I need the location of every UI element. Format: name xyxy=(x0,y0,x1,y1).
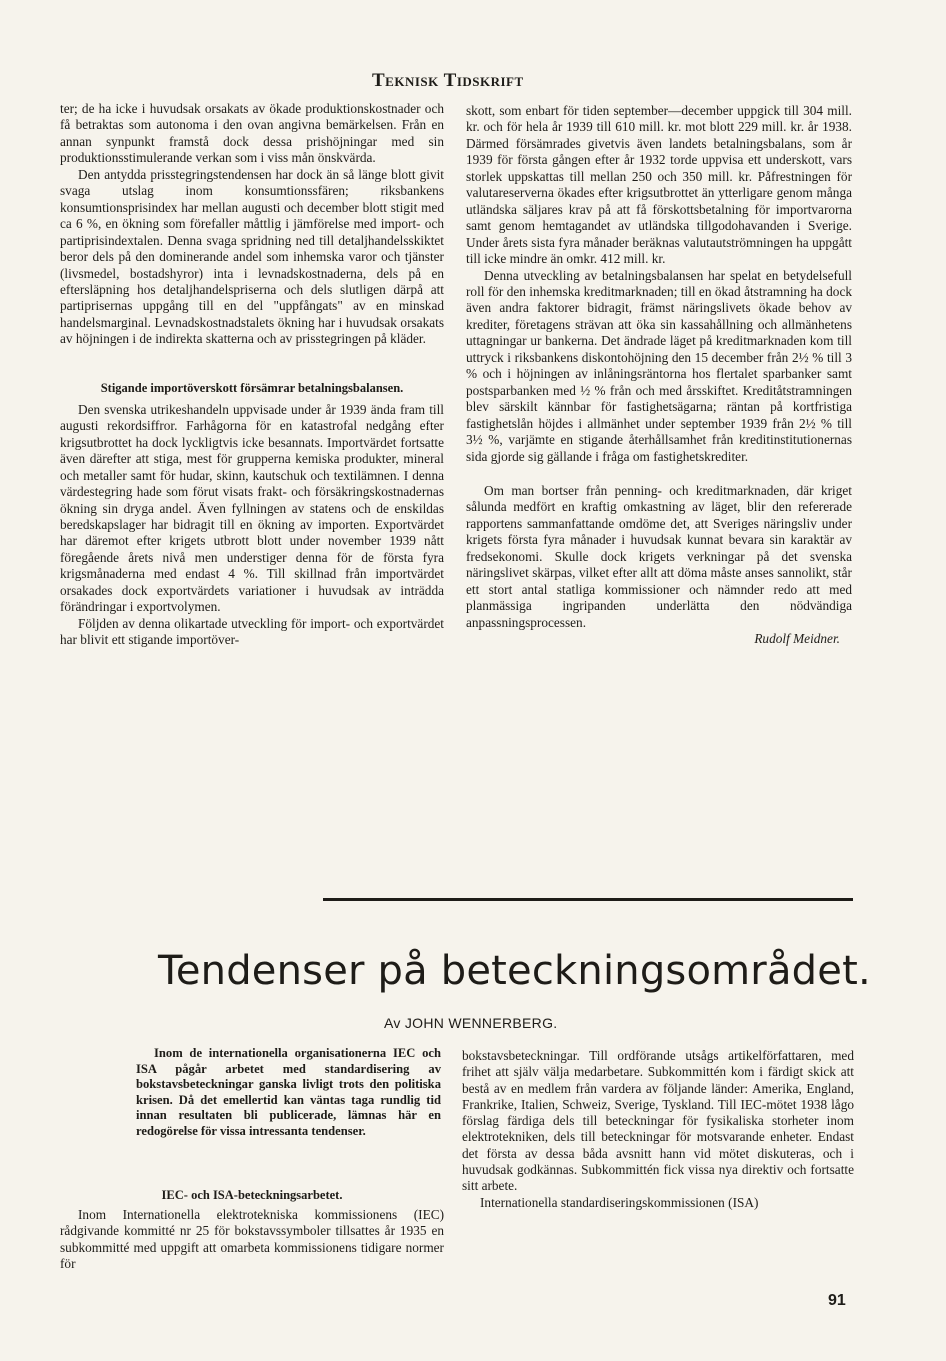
author-signature: Rudolf Meidner. xyxy=(754,631,840,647)
section-subheading: IEC- och ISA-beteckningsarbetet. xyxy=(161,1188,343,1202)
paragraph: Den antydda prisstegringstendensen har dock än så länge blott givit svaga utslag inom konsumtionssfären; riksbankens konsumtionsprisindex har mellan augusti och december blott stigit med ca 6 %, en ökning som förefaller måttlig i jämförelse med import- och partiprisindextalen. Denna svaga spridning ned till detaljhandelsskiktet beror dels på den dominerande andel som inhemska varor och tjänster (livsmedel, bostadshyror) inta i levnadskostnaderna, dels på en eftersläpning hos detaljhandelspriserna och dels slutligen därpå att partiprisernas uppgång till en del "uppfångats" av en minskad handelsmarginal. Levnadskostnadstalets ökning har i huvudsak orsakats av höjningen i de indirekta skatterna och av prisstegringen på kläder. xyxy=(60,166,444,347)
article-abstract xyxy=(136,1046,441,1140)
paragraph: ter; de ha icke i huvudsak orsakats av ökade produktionskostnader och få betraktas som autonoma i den ovan angivna bemärkelsen. Från en annan synpunkt framstå dock dessa prishöjningar med sin produktionsstimulerande verkan som i viss mån önskvärda. xyxy=(60,101,444,166)
paragraph: Följden av denna olikartade utveckling för import- och exportvärdet har blivit ett stigande importöver- xyxy=(60,615,444,648)
section-subheading: Stigande importöverskott försämrar betalningsbalansen. xyxy=(100,380,404,395)
article-right-column xyxy=(462,1048,854,1211)
paragraph: Om man bortser från penning- och kreditmarknaden, där kriget sålunda medfört en kraftig omkastning av läget, blir den refererade rapportens sammanfattande omdöme det, att Sveriges näringsliv under krigets första fyra månader i huvudsak kunnat bevara sin karaktär av fredsekonomi. Skulle dock krigets verkningar på det svenska näringslivet skärpas, vilket efter allt att döma måste anses sannolikt, står ett stort antal statliga kommissioner och nämnder redo att med planmässiga ingripanden underlätta den nödvändiga anpassningsprocessen. xyxy=(466,482,852,630)
right-column xyxy=(466,103,852,648)
section-divider xyxy=(323,898,853,901)
paragraph: bokstavsbeteckningar. Till ordförande utsågs artikelförfattaren, med frihet att själv välja medarbetare. Subkommittén kom i färdigt skick att bestå av en medlem från vardera av följande länder: Amerika, England, Frankrike, Italien, Schweiz, Sverige, Tyskland. Till IEC-mötet 1938 lågo förslag färdiga dels till beteckningar för fysikaliska storheter inom elektrotekniken, dels till beteckningar för motsvarande enheter. Endast det första av dessa båda avsnitt hann vid mötet diskuteras, och i huvudsak godkännas. Subkommittén fick vissa nya direktiv och fortsatte sitt arbete. xyxy=(462,1048,854,1194)
paragraph: skott, som enbart för tiden september—december uppgick till 304 mill. kr. och för hela år 1939 till 610 mill. kr. mot blott 229 mill. kr. år 1938. Därmed försämrades givetvis även landets betalningsbalans, som år 1939 för första gången efter år 1932 torde uppvisa ett underskott, vars storlek uppskattas till mellan 250 och 350 mill. kr. Påfrestningen för valutareserverna ökades efter krigsutbrottet än ytterligare genom många utländska säljares krav på att få förskottsbetalning för importvarorna samt genom hemtagandet av utländska tillgodohavanden i Sverige. Under årets sista fyra månader beräknas valutautströmningen ha uppgått till icke mindre än omkr. 412 mill. kr. xyxy=(466,103,852,267)
article-left-column xyxy=(60,1187,444,1272)
left-column xyxy=(60,101,444,649)
journal-header: Teknisk Tidskrift xyxy=(372,70,524,91)
paragraph: Inom Internationella elektrotekniska kommissionens (IEC) rådgivande kommitté nr 25 för bokstavssymboler tillsattes år 1935 en subkommitté med uppgift att omarbeta kommissionens tidigare normer för xyxy=(60,1207,444,1271)
paragraph: Denna utveckling av betalningsbalansen har spelat en betydelsefull roll för den inhemska kreditmarknaden; till en ökad åtstramning ha dock även andra faktorer bidragit, främst näringslivets ökade behov av krediter, företagens strävan att öka sin kassahållning och allmänhetens uttagningar ur bankerna. Det ändrade läget på kreditmarknaden kom till uttryck i riksbankens diskontohöjning den 15 december från 2½ % till 3 % och i höjningen av inlåningsräntorna hos flertalet sparbanker samt postsparbanken med ½ % från och med årsskiftet. Kreditåtstramningen blev särskilt kännbar för fastighetsägarna; räntan på kortfristiga fastighetslån höjdes i allmänhet under september 1939 från 2½ % till 3½ %, varjämte en stigande återhållsamhet från kreditinstitutionernas sida gjorde sig gällande i fråga om fastighetskrediter. xyxy=(466,267,852,464)
article-title: Tendenser på beteckningsområdet. xyxy=(158,948,871,994)
page-number: 91 xyxy=(828,1292,846,1309)
paragraph: Internationella standardiseringskommissionen (ISA) xyxy=(480,1194,759,1210)
article-byline: Av JOHN WENNERBERG. xyxy=(384,1015,558,1031)
paragraph: Den svenska utrikeshandeln uppvisade under år 1939 ända fram till augusti rekordsiffror. Farhågorna för en katastrofal nedgång efter krigsutbrottet ha dock lyckligtvis icke besannats. Importvärdet fortsatte även därefter att stiga, mest för grupperna kemiska produkter, mineral och metaller samt för hudar, skinn, kautschuk och textilämnen. I denna värdestegring hade som förut visats frakt- och försäkringskostnadernas ökning sin dryga andel. Även fyllningen av statens och de enskildas beredskapslager har bidragit till en ökning av importen. Exportvärdet har däremot efter krigets utbrott blott under november 1939 nått föregående årets nivå men understiger denna för de första fyra krigsmånaderna med endast 4 %. Till skillnad från importvärdet orsakades dock exportvärdets variationer i huvudsak av inträdda förändringar i exportvolymen. xyxy=(60,401,444,615)
abstract-text: Inom de internationella organisationerna IEC och ISA pågår arbetet med standardisering av bokstavsbeteckningar ganska livligt trots den politiska krisen. Då det emellertid kan väntas taga rundlig tid innan resultaten bli publicerade, lämnas här en redogörelse för vissa intressanta tendenser. xyxy=(136,1046,441,1138)
